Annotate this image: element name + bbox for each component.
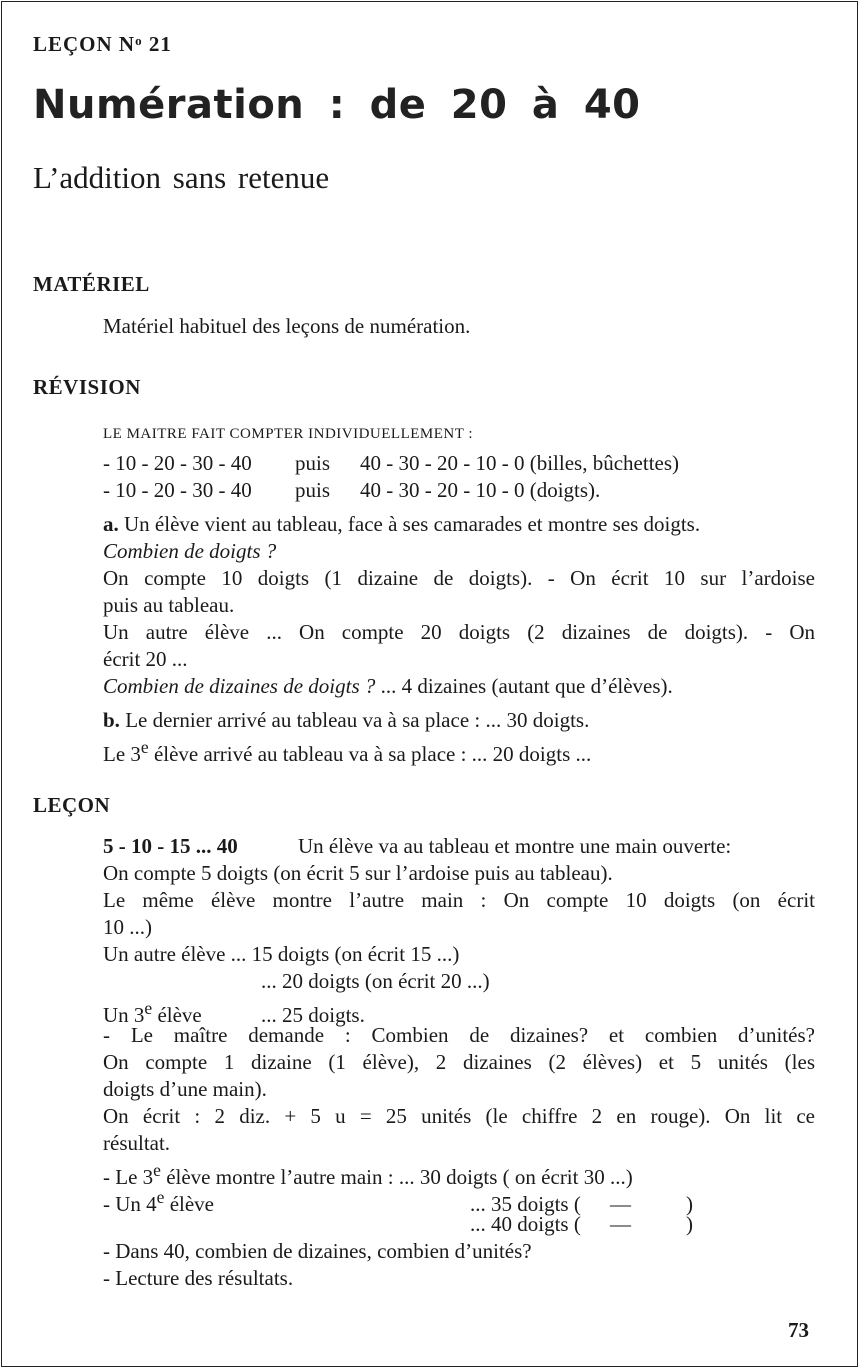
lecon-line-14 (103, 1184, 815, 1216)
lecon-l14-c: ... 35 doigts ( (470, 1192, 581, 1216)
lecon-l15-close: ) (686, 1212, 693, 1236)
count1-c: 40 - 30 - 20 - 10 - 0 (billes, bûchettes) (360, 451, 680, 475)
lecon-line-5: Un autre élève ... 15 doigts (on écrit 15 ...) (103, 942, 460, 966)
lecon-l13-a: - Le 3 (103, 1165, 154, 1189)
lecon-line-10: doigts d’une main). (103, 1077, 267, 1101)
lecon-l14-sup: e (156, 1187, 165, 1207)
count2-a: - 10 - 20 - 30 - 40 (103, 478, 252, 502)
part-a-line-3: On compte 10 doigts (1 dizaine de doigts). - On écrit 10 sur l’ardoise (103, 566, 815, 590)
lecon-l14-close: ) (686, 1192, 693, 1216)
lecon-body (103, 833, 815, 1292)
lecon-line-6: ... 20 doigts (on écrit 20 ...) (261, 969, 490, 993)
lecon-l14-a: - Un 4 (103, 1192, 157, 1216)
part-a-line-4: puis au tableau. (103, 593, 235, 617)
part-b-line (103, 707, 815, 734)
lecon-line-16: - Dans 40, combien de dizaines, combien d’unités? (103, 1239, 532, 1263)
lecon-line-1 (103, 833, 815, 860)
lecon-l13-sup: e (153, 1160, 161, 1180)
lecon-line-15 (103, 1211, 815, 1238)
lesson-number (33, 32, 172, 57)
lecon-line-1-rest: Un élève va au tableau et montre une main ouverte: (298, 834, 732, 858)
count2-b: puis (295, 478, 331, 502)
page-number: 73 (788, 1318, 809, 1342)
lecon-l15-c: ... 40 doigts ( (470, 1212, 581, 1236)
part-a-line-7 (103, 673, 815, 700)
lecon-l13-b: élève montre l’autre main : ... 30 doigts ( on écrit 30 ...) (160, 1165, 633, 1189)
page (1, 1, 858, 1367)
lecon-l7-sup: e (144, 998, 153, 1018)
lecon-l14-dash: — (610, 1192, 631, 1216)
lecon-line-12: résultat. (103, 1131, 171, 1155)
section-lecon-heading: LEÇON (33, 793, 111, 817)
part-a-line-5: Un autre élève ... On compte 20 doigts (2 dizaines de doigts). - On (103, 620, 815, 644)
page-title: Numération : de 20 à 40 (33, 82, 641, 128)
lecon-line-9: On compte 1 dizaine (1 élève), 2 dizaines (2 élèves) et 5 unités (les (103, 1050, 815, 1074)
part-a-line-7-rest: ... 4 dizaines (autant que d’élèves). (375, 674, 673, 698)
part-b-label: b. (103, 708, 120, 732)
part-b2-b: élève arrivé au tableau va à sa place : ... 20 doigts ... (148, 742, 592, 766)
lecon-l7-a: Un 3 (103, 1003, 145, 1027)
revision-instruction (103, 421, 815, 448)
part-b-text: Le dernier arrivé au tableau va à sa place : ... 30 doigts. (119, 708, 590, 732)
lecon-line-13 (103, 1157, 815, 1189)
lecon-line-7 (103, 995, 815, 1027)
count1-b: puis (295, 451, 331, 475)
part-b2-a: Le 3 (103, 742, 141, 766)
part-a-line-7-italic: Combien de dizaines de doigts ? (103, 674, 376, 698)
lecon-line-11: On écrit : 2 diz. + 5 u = 25 unités (le chiffre 2 en rouge). On lit ce (103, 1104, 815, 1128)
part-a-question: Combien de doigts ? (103, 539, 277, 563)
lecon-line-8: - Le maître demande : Combien de dizaines? et combien d’unités? (103, 1023, 815, 1047)
lecon-line-1-bold: 5 - 10 - 15 ... 40 (103, 834, 238, 858)
lesson-num: 21 (148, 32, 172, 56)
lecon-line-2: On compte 5 doigts (on écrit 5 sur l’ardoise puis au tableau). (103, 861, 613, 885)
page-subtitle: L’addition sans retenue (33, 160, 330, 195)
revision-instruction-text: LE MAITRE FAIT COMPTER INDIVIDUELLEMENT : (103, 426, 474, 442)
count-line-1 (103, 450, 815, 477)
lecon-line-3: Le même élève montre l’autre main : On compte 10 doigts (on écrit (103, 888, 815, 912)
revision-body (103, 450, 815, 766)
lecon-l15-dash: — (610, 1212, 631, 1236)
section-materiel-heading: MATÉRIEL (33, 272, 150, 296)
lesson-label: LEÇON N (33, 32, 136, 56)
lesson-sup: o (135, 33, 143, 48)
materiel-body (103, 313, 815, 340)
part-a-line (103, 511, 815, 538)
lecon-l7-b: élève (152, 1003, 202, 1027)
part-a-line-6: écrit 20 ... (103, 647, 188, 671)
materiel-text: Matériel habituel des leçons de numération. (103, 314, 471, 338)
lecon-line-4: 10 ...) (103, 915, 152, 939)
count2-c: 40 - 30 - 20 - 10 - 0 (doigts). (360, 478, 601, 502)
part-a-label: a. (103, 512, 119, 536)
part-b-line-2 (103, 734, 815, 766)
lecon-line-17: - Lecture des résultats. (103, 1266, 294, 1290)
count-line-2 (103, 477, 815, 504)
part-b2-sup: e (140, 737, 149, 757)
lecon-l7-c: ... 25 doigts. (261, 1003, 365, 1027)
section-revision-heading: RÉVISION (33, 375, 141, 399)
count1-a: - 10 - 20 - 30 - 40 (103, 451, 252, 475)
part-a-text: Un élève vient au tableau, face à ses camarades et montre ses doigts. (124, 512, 701, 536)
lecon-l14-b: élève (164, 1192, 214, 1216)
